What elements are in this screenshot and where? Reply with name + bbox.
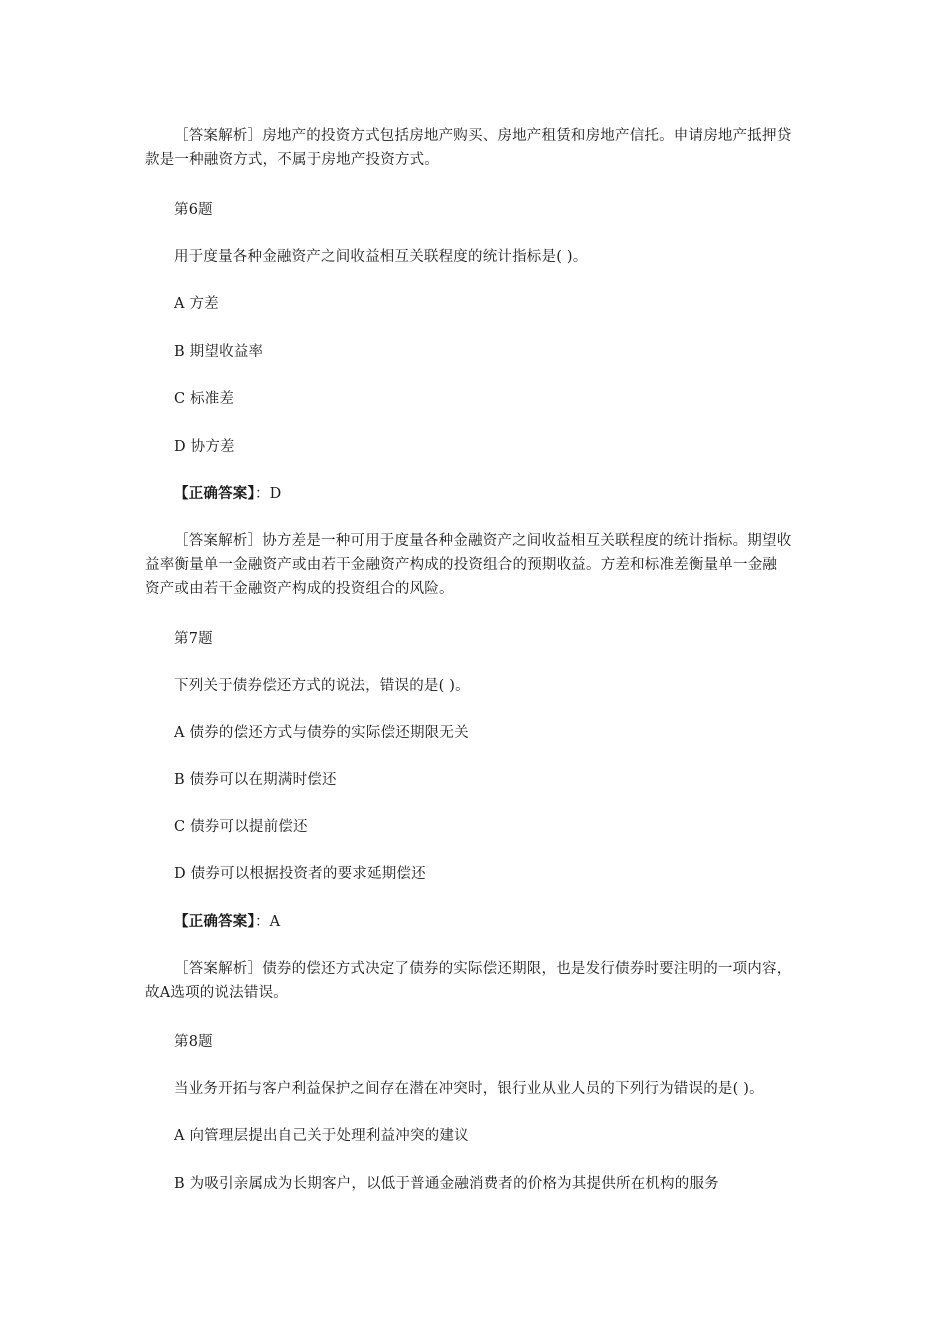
q7-stem: 下列关于债券偿还方式的说法，错误的是( )。 xyxy=(174,678,470,694)
q6-analysis-line-1: ［答案解析］协方差是一种可用于度量各种金融资产之间收益相互关联程度的统计指标。期望收 xyxy=(174,533,792,549)
q8-number: 第8题 xyxy=(174,1034,213,1050)
q5-analysis-line-1: ［答案解析］房地产的投资方式包括房地产购买、房地产租赁和房地产信托。申请房地产抵押贷 xyxy=(174,128,792,144)
q6-stem: 用于度量各种金融资产之间收益相互关联程度的统计指标是( )。 xyxy=(174,249,588,265)
q7-answer-label: 【正确答案】 xyxy=(174,914,255,930)
q6-analysis-line-3: 资产或由若干金融资产构成的投资组合的风险。 xyxy=(145,581,454,597)
q6-option-c: C 标准差 xyxy=(174,391,235,407)
q7-number: 第7题 xyxy=(174,631,213,647)
q6-analysis xyxy=(145,529,805,601)
q6-analysis-line-2: 益率衡量单一金融资产或由若干金融资产构成的投资组合的预期收益。方差和标准差衡量单一金融 xyxy=(145,557,778,573)
q6-option-b: B 期望收益率 xyxy=(174,344,264,360)
q7-answer xyxy=(174,910,280,934)
q8-option-b: B 为吸引亲属成为长期客户，以低于普通金融消费者的价格为其提供所在机构的服务 xyxy=(174,1176,719,1192)
q8-stem: 当业务开拓与客户利益保护之间存在潜在冲突时，银行业从业人员的下列行为错误的是( )。 xyxy=(174,1081,764,1097)
q6-answer-value: ：D xyxy=(254,486,282,502)
q6-answer xyxy=(174,482,281,506)
q7-option-d: D 债券可以根据投资者的要求延期偿还 xyxy=(174,866,426,882)
q5-analysis xyxy=(145,124,805,172)
q6-option-a: A 方差 xyxy=(174,296,219,312)
q7-analysis-line-1: ［答案解析］债券的偿还方式决定了债券的实际偿还期限，也是发行债券时要注明的一项内容， xyxy=(174,961,792,977)
q6-answer-label: 【正确答案】 xyxy=(174,486,255,502)
q7-analysis xyxy=(145,957,805,1005)
q6-option-d: D 协方差 xyxy=(174,439,235,455)
q7-answer-value: ：A xyxy=(254,914,281,930)
q8-option-a: A 向管理层提出自己关于处理利益冲突的建议 xyxy=(174,1128,469,1144)
q7-option-a: A 债券的偿还方式与债券的实际偿还期限无关 xyxy=(174,725,469,741)
q7-option-b: B 债券可以在期满时偿还 xyxy=(174,772,337,788)
q7-analysis-line-2: 故A选项的说法错误。 xyxy=(145,985,288,1001)
q5-analysis-line-2: 款是一种融资方式，不属于房地产投资方式。 xyxy=(145,152,439,168)
q7-option-c: C 债券可以提前偿还 xyxy=(174,819,308,835)
q6-number: 第6题 xyxy=(174,202,213,218)
